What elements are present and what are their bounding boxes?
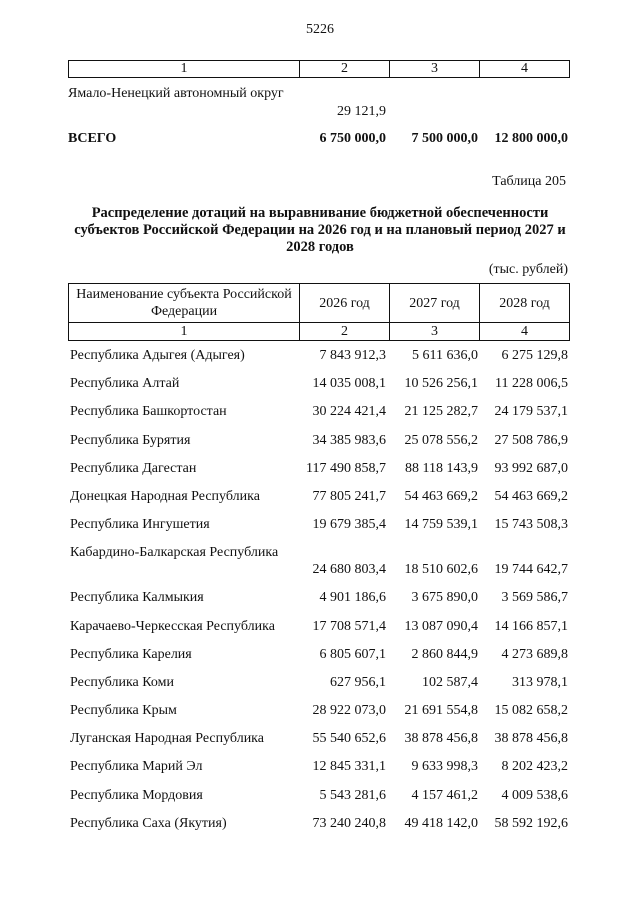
value-2027: 2 860 844,9 [411, 646, 478, 662]
region-name: Карачаево-Черкесская Республика [70, 618, 275, 634]
value-2026: 34 385 983,6 [312, 432, 386, 448]
table-row [70, 645, 568, 673]
value-2028: 14 166 857,1 [494, 618, 568, 634]
value-2026: 17 708 571,4 [312, 618, 386, 634]
value-2026: 30 224 421,4 [312, 404, 386, 420]
table-row [70, 786, 568, 814]
column-number-4: 4 [480, 323, 570, 341]
value-2026: 19 679 385,4 [312, 517, 386, 533]
value-2026: 77 805 241,7 [312, 488, 386, 504]
value-2028: 3 569 586,7 [501, 590, 568, 606]
value-2027: 49 418 142,0 [404, 815, 478, 831]
value-2027: 88 118 143,9 [405, 460, 478, 476]
region-name: Республика Коми [70, 674, 174, 690]
table-number: Таблица 205 [492, 174, 566, 189]
top-col-number-3: 3 [390, 61, 480, 78]
column-number-2: 2 [300, 323, 390, 341]
table-row [70, 459, 568, 487]
value-2028: 8 202 423,2 [501, 759, 568, 775]
region-name: Донецкая Народная Республика [70, 488, 260, 504]
column-number-3: 3 [390, 323, 480, 341]
top-table-header [68, 60, 570, 78]
continuation-value-2026: 29 121,9 [337, 104, 386, 119]
value-2028: 4 009 538,6 [501, 787, 568, 803]
value-2027: 38 878 456,8 [404, 731, 478, 747]
total-value-2026: 6 750 000,0 [319, 131, 386, 146]
region-name: Республика Бурятия [70, 432, 191, 448]
value-2026: 12 845 331,1 [312, 759, 386, 775]
value-2028: 24 179 537,1 [494, 404, 568, 420]
value-2028: 15 743 508,3 [494, 517, 568, 533]
value-2028: 15 082 658,2 [494, 703, 568, 719]
value-2028: 4 273 689,8 [501, 646, 568, 662]
value-2027: 4 157 461,2 [411, 787, 478, 803]
value-2027: 21 691 554,8 [404, 703, 478, 719]
table-title: Распределение дотаций на выравнивание бюджетной обеспеченности субъектов Российской Федерации на 2026 год и на плановый период 2027 и 2028 годов [74, 205, 566, 255]
value-2026: 5 543 281,6 [319, 787, 386, 803]
value-2027: 25 078 556,2 [404, 432, 478, 448]
table-row [70, 814, 568, 842]
total-value-2027: 7 500 000,0 [411, 131, 478, 146]
value-2028: 11 228 006,5 [495, 376, 568, 392]
value-2026: 7 843 912,3 [319, 348, 386, 363]
column-header-name: Наименование субъекта Российской Федерации [69, 284, 300, 323]
column-header-2027: 2027 год [390, 284, 480, 323]
value-2026: 627 956,1 [330, 674, 386, 690]
value-2027: 10 526 256,1 [404, 376, 478, 392]
table-row [70, 431, 568, 459]
main-table-header [68, 283, 570, 341]
table-row [70, 374, 568, 402]
value-2028: 6 275 129,8 [501, 348, 568, 363]
value-2027: 13 087 090,4 [404, 618, 478, 634]
value-2026: 55 540 652,6 [312, 731, 386, 747]
total-value-2028: 12 800 000,0 [494, 131, 568, 146]
column-number-1: 1 [69, 323, 300, 341]
table-row [70, 701, 568, 729]
region-name: Республика Башкортостан [70, 404, 227, 420]
value-2028: 27 508 786,9 [494, 432, 568, 448]
region-name: Республика Саха (Якутия) [70, 815, 227, 831]
column-header-2028: 2028 год [480, 284, 570, 323]
total-label: ВСЕГО [68, 131, 117, 146]
top-col-number-2: 2 [300, 61, 390, 78]
value-2026: 4 901 186,6 [319, 590, 386, 606]
value-2027: 54 463 669,2 [404, 488, 478, 504]
table-row [70, 543, 568, 588]
column-header-2026: 2026 год [300, 284, 390, 323]
value-2026: 6 805 607,1 [319, 646, 386, 662]
table-row [70, 757, 568, 785]
table-row [70, 346, 568, 374]
value-2027: 3 675 890,0 [411, 590, 478, 606]
value-2026: 117 490 858,7 [306, 460, 386, 476]
value-2027: 14 759 539,1 [404, 517, 478, 533]
region-name: Республика Адыгея (Адыгея) [70, 348, 245, 363]
table-body [70, 346, 568, 842]
continuation-name: Ямало-Ненецкий автономный округ [68, 86, 284, 101]
value-2026: 28 922 073,0 [312, 703, 386, 719]
table-row [70, 673, 568, 701]
region-name: Республика Дагестан [70, 460, 197, 476]
region-name: Республика Крым [70, 703, 177, 719]
value-2028: 38 878 456,8 [494, 731, 568, 747]
region-name: Республика Алтай [70, 376, 180, 392]
region-name: Республика Мордовия [70, 787, 203, 803]
value-2028: 58 592 192,6 [494, 815, 568, 831]
table-row [70, 515, 568, 543]
continuation-row [68, 84, 568, 124]
region-name: Республика Марий Эл [70, 759, 203, 775]
table-row [70, 729, 568, 757]
table-row [70, 487, 568, 515]
value-2027: 21 125 282,7 [404, 404, 478, 420]
value-2026: 14 035 008,1 [312, 376, 386, 392]
value-2028: 54 463 669,2 [494, 488, 568, 504]
value-2027: 102 587,4 [422, 674, 478, 690]
region-name: Луганская Народная Республика [70, 731, 264, 747]
units-label: (тыс. рублей) [488, 262, 568, 277]
value-2026: 24 680 803,4 [312, 562, 386, 578]
region-name: Республика Калмыкия [70, 590, 204, 606]
table-row [70, 588, 568, 616]
value-2026: 73 240 240,8 [312, 815, 386, 831]
value-2028: 93 992 687,0 [494, 460, 568, 476]
top-col-number-1: 1 [69, 61, 300, 78]
top-col-number-4: 4 [480, 61, 570, 78]
region-name: Кабардино-Балкарская Республика [70, 545, 279, 561]
value-2027: 9 633 998,3 [411, 759, 478, 775]
value-2028: 19 744 642,7 [494, 562, 568, 578]
value-2028: 313 978,1 [512, 674, 568, 690]
table-row [70, 402, 568, 430]
table-row [70, 617, 568, 645]
value-2027: 5 611 636,0 [412, 348, 478, 363]
value-2027: 18 510 602,6 [404, 562, 478, 578]
region-name: Республика Ингушетия [70, 517, 210, 533]
page-number: 5226 [306, 22, 334, 37]
region-name: Республика Карелия [70, 646, 192, 662]
